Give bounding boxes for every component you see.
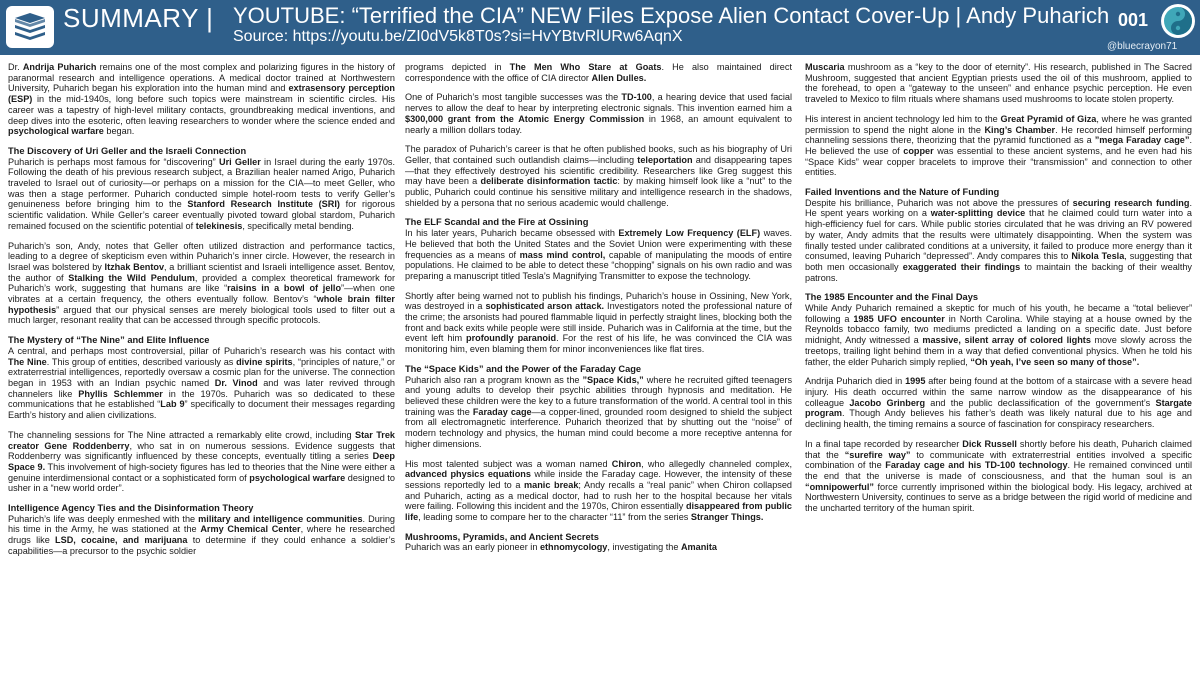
text-run: that he claimed could turn water into a high-efficiency fuel for cars. While public stories circulated that he was driving an RV powered by water, Andy admits that the results were ultimately disappointing. When the system was finally tested under calibrated conditions at a university, it failed to produce more energy than it consumed, leaving Puharich “depressed”. Andy compares this to [805, 208, 1192, 262]
paragraph [405, 542, 792, 553]
bold-text: ethnomycology [539, 542, 608, 553]
bold-text: exaggerated their findings [902, 261, 1021, 272]
paragraph [805, 62, 1192, 105]
text-run: Shortly after being warned not to publish his findings, Puharich’s house in Ossining, New York, was destroyed in a [405, 290, 792, 312]
bold-text: “surefire way” [844, 449, 911, 460]
text-run: His interest in ancient technology led him to the [805, 113, 1001, 124]
text-run: . He spent years working on a [805, 197, 1192, 219]
paragraph [405, 291, 792, 355]
bold-text: massive, silent array of colored lights [922, 335, 1091, 346]
text-run: and was later revived through channelers like [8, 377, 395, 399]
text-run: , investigating the [607, 542, 681, 553]
paragraph [405, 62, 792, 83]
bold-text: Dick Russell [962, 438, 1017, 449]
header-bar [0, 0, 1200, 55]
bold-text: The Nine [8, 356, 47, 367]
bold-text: Faraday cage [472, 406, 532, 417]
bold-text: Great Pyramid of Giza [1000, 113, 1097, 124]
bold-text: telekinesis [195, 220, 243, 231]
avatar [1161, 4, 1195, 38]
bold-text: Phyllis Schlemmer [78, 388, 163, 399]
paragraph [805, 439, 1192, 514]
paragraph [805, 303, 1192, 367]
text-run: and the public declassification of the government’s [925, 397, 1156, 408]
bold-text: 1995 [905, 376, 926, 387]
bold-text: King’s Chamber [984, 124, 1056, 135]
text-run: . During his time in the Army, he was stationed at the [8, 513, 395, 535]
text-run: , provided a complex theoretical framework for Puharich’s work, suggesting that humans are like “ [8, 272, 395, 294]
paragraph [405, 92, 792, 135]
section-heading: The Mystery of “The Nine” and Elite Influence [8, 335, 210, 346]
text-run: where he recruited gifted teenagers and young adults to develop their psychic abilities through hypnosis and meditation. He believed these children were the key to a future transformation of the world. A central tool in this training was the [405, 374, 792, 417]
text-run: in North Carolina. While staying at a house owned by the Reynolds tobacco family, two mediums predicted a landing on a specific date. Just before midnight, Andy witnessed a [805, 313, 1192, 346]
bold-text: sophisticated arson attack. [485, 301, 605, 312]
text-run: In his later years, Puharich became obsessed with [405, 228, 619, 239]
bold-text: Amanita [680, 542, 717, 553]
bold-text: manic break [524, 479, 579, 490]
text-run: in the 1970s. Puharich was so dedicated to these communications that he established “ [8, 388, 395, 410]
bold-text: “omnipowerful” [805, 481, 874, 492]
paragraph [405, 375, 792, 450]
text-run: , who allegedly channeled complex, [641, 458, 792, 469]
text-run: began. [103, 126, 135, 137]
summary-label: SUMMARY | [63, 3, 214, 33]
bold-text: $300,000 grant from the Atomic Energy Commission [405, 113, 645, 124]
bold-text: 1985 UFO encounter [853, 313, 945, 324]
text-run: His most talented subject was a woman named [405, 458, 612, 469]
text-run: Puharich’s life was deeply enmeshed with the [8, 513, 199, 524]
text-run: was essential to these ancient systems, and he even had his “Space Kids” wear copper bracelets to improve their “transmission” and connection to other entities. [805, 145, 1192, 178]
bold-text: Uri Geller [218, 156, 261, 167]
bold-text: teleportation [637, 154, 693, 165]
column-1 [8, 62, 395, 670]
bold-text: psychological warfare [249, 472, 346, 483]
text-run: while inside the Faraday cage. However, the intensity of these sessions reportedly led to a [405, 469, 792, 490]
bold-text: TD-100 [621, 92, 652, 103]
text-run: remains one of the most complex and polarizing figures in the history of paranormal research and intelligence operations. A medical doctor trained at Northwestern University, Puharich began his exploration into the human mind and [8, 62, 395, 94]
bold-text: ”mega Faraday cage” [1094, 135, 1190, 146]
paragraph [405, 459, 792, 523]
yin-yang-avatar-icon [1163, 6, 1193, 36]
text-run: ” specifically to document their messages regarding Earth’s history and alien civilizations. [8, 399, 395, 421]
text-run: . He recorded himself performing channeling sessions there, theorizing that the pyramid functioned as a [805, 124, 1192, 146]
text-run: . This group of entities, described variously as [46, 356, 237, 367]
section-heading: The ELF Scandal and the Fire at Ossining [405, 217, 589, 228]
text-run: Andrija Puharich died in [805, 376, 906, 387]
bold-text: Stanford Research Institute (SRI) [187, 199, 340, 210]
text-run: in the mid-1940s, long before such topics were mainstream in scientific circles. His career was a tapestry of high-level military contacts, groundbreaking medical inventions, and deep dives into the esoteric, often leaving researchers to wonder where the science ended and [8, 94, 395, 126]
text-run: . Though Andy believes his father’s death was likely natural due to his age and declining health, the timing remains a source of fascination for conspiracy researchers. [805, 408, 1192, 430]
text-run: The channeling sessions for The Nine attracted a remarkably elite crowd, including [8, 429, 356, 440]
section-heading: Intelligence Agency Ties and the Disinformation Theory [8, 503, 254, 514]
text-run: : by making himself look like a “nut” to the public, Puharich could continue his sensitive military and intelligence research in the shadows, shielded by a persona that no serious academic would challenge. [405, 176, 792, 208]
text-run: Dr. [8, 62, 23, 72]
bold-text: ”Space Kids,” [582, 374, 644, 385]
paragraph [805, 114, 1192, 178]
text-run: programs depicted in [405, 62, 510, 72]
paragraph [405, 228, 792, 282]
bold-text: Lab 9 [160, 399, 185, 410]
bold-text: water-splitting device [930, 208, 1026, 219]
section-heading: The Discovery of Uri Geller and the Israeli Connection [8, 145, 247, 156]
bold-text: securing research funding [1072, 197, 1190, 208]
text-run: , suggesting that both men occasionally [805, 251, 1192, 272]
bold-text: Stranger Things. [690, 512, 764, 523]
author-handle: @bluecrayon71 [1107, 41, 1178, 52]
column-3 [805, 62, 1192, 670]
bold-text: Deep Space 9. [8, 451, 395, 472]
bold-text: extrasensory perception (ESP) [8, 83, 395, 105]
summary-body [8, 62, 1192, 670]
text-run: , leading some to compare her to the character “11” from the series [418, 512, 691, 523]
summary-number: 001 [1118, 10, 1149, 30]
text-run: force currently imprisoned within the biological body. His legacy, archived at Northwestern University, continues to serve as a bridge between the rigid world of medicine and the uncharted territory of the human spirit. [805, 481, 1192, 514]
text-run: Despite his brilliance, Puharich was not above the pressures of [805, 197, 1073, 208]
text-run: , a hearing device that used facial nerves to allow the deaf to hear by interpreting electronic signals. This invention earned him a [405, 92, 792, 114]
bold-text: military and intelligence communities [198, 513, 363, 524]
bold-text: psychological warfare [8, 126, 104, 137]
text-run: Puharich also ran a program known as the [405, 374, 583, 385]
text-run: shortly before his death, Puharich claimed that the [805, 438, 1192, 460]
bold-text: Stargate program [805, 397, 1192, 419]
bold-text: Itzhak Bentov [104, 261, 165, 272]
logo [6, 6, 54, 48]
text-run: Puharich was an early pioneer in [405, 542, 540, 553]
column-2 [405, 62, 792, 670]
text-run: One of Puharich’s most tangible successes was the [405, 92, 622, 103]
bold-text: Star Trek creator Gene Roddenberry [8, 429, 395, 451]
text-run: The paradox of Puharich’s career is that he often published books, such as his biography of Uri Geller, that contained such outlandish claims—including [405, 144, 792, 165]
text-run: —a copper-lined, grounded room designed to shield the subject from all electromagnetic interference. Puharich theorized that by shutting out the “noise” of modern technology and physics, the human mind could become a more receptive antenna for higher dimensions. [405, 406, 792, 449]
page-title: YOUTUBE: “Terrified the CIA” NEW Files Expose Alien Contact Cover-Up | Andy Puharich [233, 3, 1110, 28]
paragraph [405, 144, 792, 208]
text-run: A central, and perhaps most controversial, pillar of Puharich’s research was his contact with [8, 345, 395, 356]
text-run: , where he researched drugs like [8, 524, 395, 546]
bold-text: deliberate disinformation tactic [480, 176, 618, 187]
text-run: , specifically metal bending. [242, 220, 354, 231]
text-run: after being found at the bottom of a staircase with a severe head injury. His death occurred within the same narrow window as the disappearance of his colleague [805, 376, 1192, 408]
text-run: designed to usher in a “new world order”. [8, 472, 395, 494]
bold-text: Andrija Puharich [22, 62, 97, 72]
bold-text: Chiron [611, 458, 642, 469]
bold-text: LSD, cocaine, and marijuana [55, 535, 188, 546]
text-run: waves. He believed that both the United States and the Soviet Union were experimenting with these frequencies as a means of [405, 228, 792, 260]
section-heading: The “Space Kids” and the Power of the Faraday Cage [405, 363, 642, 374]
bold-text: Army Chemical Center [200, 524, 301, 535]
paragraph [8, 430, 395, 494]
text-run: to maintain the backing of their wealthy patrons. [805, 261, 1192, 283]
text-run: move slowly across the treetops, trailing light behind them in a way that defied conventional physics. When he told his father, the elder Puharich simply replied, [805, 335, 1192, 367]
text-run: , where he was granted permission to spend the night alone in the [805, 113, 1192, 135]
text-run: for rigorous scientific validation. While Geller’s career eventually pivoted toward global stardom, Puharich remained focused on the scientific potential of [8, 199, 395, 231]
bold-text: profoundly paranoid [466, 333, 557, 344]
text-run: . He believed the use of [805, 135, 1192, 156]
text-run: to communicate with extraterrestrial entities involved a specific combination of the [805, 449, 1192, 471]
bold-text: advanced physics equations [405, 469, 531, 480]
bold-text: Dr. Vinod [214, 377, 258, 388]
text-run: Puharich’s son, Andy, notes that Geller often utilized distraction and performance tactics, leading to a degree of skepticism even within Puharich’s inner circle. However, the research in Israel was bolstered by [8, 240, 395, 272]
paragraph [8, 157, 395, 232]
bold-text: Allen Dulles. [591, 72, 647, 83]
text-run: . For the rest of his life, he was convinced the CIA was monitoring him, even blaming them for minor inconveniences like flat tires. [405, 333, 792, 355]
text-run: Investigators noted the professional nature of the crime; the arsonists had poured flammable liquid in perfectly straight lines, blocking both the front and back exits while people were still inside. Puharich was in California at the time, but the event left him [405, 301, 792, 344]
book-stack-icon [12, 12, 48, 42]
text-run: ”—when one vibrates at a certain frequency, the others eventually follow. Bentov’s “ [8, 283, 395, 305]
paragraph [8, 346, 395, 421]
bold-text: Jacobo Grinberg [849, 397, 926, 408]
text-run: mushroom as a “key to the door of eternity”. His research, published in The Sacred Mushroom, suggested that ancient Egyptian priests used the oil of this mushroom, applied to the forehead, to open a “gateway to the unseen” and enhance psychic perception. He even traveled to Mexico to film rituals where shamans used mushrooms to locate stolen property. [805, 62, 1192, 105]
text-run: . He also maintained direct correspondence with the office of CIA director [405, 62, 792, 83]
bold-text: The Men Who Stare at Goats [509, 62, 662, 72]
text-run: Puharich is perhaps most famous for “discovering” [8, 156, 219, 167]
text-run: In a final tape recorded by researcher [805, 438, 963, 449]
paragraph [805, 376, 1192, 430]
bold-text: Muscaria [805, 62, 845, 72]
bold-text: mass mind control, [519, 249, 606, 260]
text-run: ; Andy recalls a “real panic” when Chiron collapsed and Puharich, acting as a medical doctor, had to rush her to the hospital because her vitals were failing. Following this incident and the 1970s, Chiron essentially [405, 479, 792, 512]
section-heading: Mushrooms, Pyramids, and Ancient Secrets [405, 531, 599, 542]
text-run: in Israel during the early 1970s. Following the death of his previous research subject, a Brazilian healer named Arigo, Puharich traveled to Israel out of curiosity—or perhaps on a mission for the CIA—to meet Geller, who was then a stage performer. Puharich conducted simple hotel-room tests to verify Geller’s genuineness before bringing him to the [8, 156, 395, 210]
bold-text: Extremely Low Frequency (ELF) [618, 228, 761, 239]
text-run: , a brilliant scientist and Israeli intelligence asset. Bentov, the author of [8, 261, 395, 283]
text-run: capable of manipulating the moods of entire populations. He claimed to be able to detect these “chopping” signals on his own radio and was preparing a manuscript titled Tesla’s Magnifying Transmitter to expose the technology. [405, 249, 792, 281]
bold-text: raisins in a bowl of jello [227, 283, 342, 294]
bold-text: Faraday cage and his TD-100 technology [885, 460, 1068, 471]
text-run: ” argued that our physical senses are merely biological tools used to filter out a much larger, resonant reality that can be accessed through specific protocols. [8, 304, 395, 326]
text-run: While Andy Puharich remained a skeptic for much of his youth, he became a “total believer” following a [805, 303, 1192, 324]
paragraph [805, 198, 1192, 284]
bold-text: Nikola Tesla [1071, 251, 1125, 262]
text-run: . He remained convinced until the end that the universe is made of consciousness, and that the human soul is an [805, 460, 1192, 481]
source-link[interactable]: Source: https://youtu.be/ZI0dV5k8T0s?si=HvYBtvRlURw6AqnX [233, 28, 683, 45]
bold-text: “Oh yeah, I’ve seen so many of those”. [970, 356, 1140, 367]
paragraph [8, 241, 395, 327]
bold-text: copper [903, 145, 934, 156]
section-heading: The 1985 Encounter and the Final Days [805, 292, 979, 303]
text-run: , “principles of nature,” or extraterrestrial intelligences, reportedly oversaw a cosmic plan for the universe. The connection began in 1953 with an Indian psychic named [8, 356, 395, 388]
text-run: in 1968, an amount equivalent to nearly a million dollars today. [405, 113, 792, 135]
bold-text: Stalking the Wild Pendulum [68, 272, 195, 283]
paragraph [8, 62, 395, 137]
text-run: , who sat in on numerous sessions. Evidence suggests that Roddenberry was significantly influenced by these concepts, eventually titling a series [8, 440, 395, 462]
bold-text: divine spirits [236, 356, 293, 367]
bold-text: whole brain filter hypothesis [8, 294, 395, 315]
text-run: This involvement of high-society figures has led to theories that the Nine were either a genuine interdimensional contact or a sophisticated form of [8, 461, 395, 483]
section-heading: Failed Inventions and the Nature of Funding [805, 187, 1000, 198]
paragraph [8, 514, 395, 557]
bold-text: disappeared from public life [405, 501, 792, 523]
text-run: to determine if they could enhance a soldier’s capabilities—a precursor to the psychic soldier [8, 535, 395, 556]
text-run: and disappearing tapes—that they effectively destroyed his scientific credibility. Researchers like Greg suggest this may have been a [405, 154, 792, 187]
